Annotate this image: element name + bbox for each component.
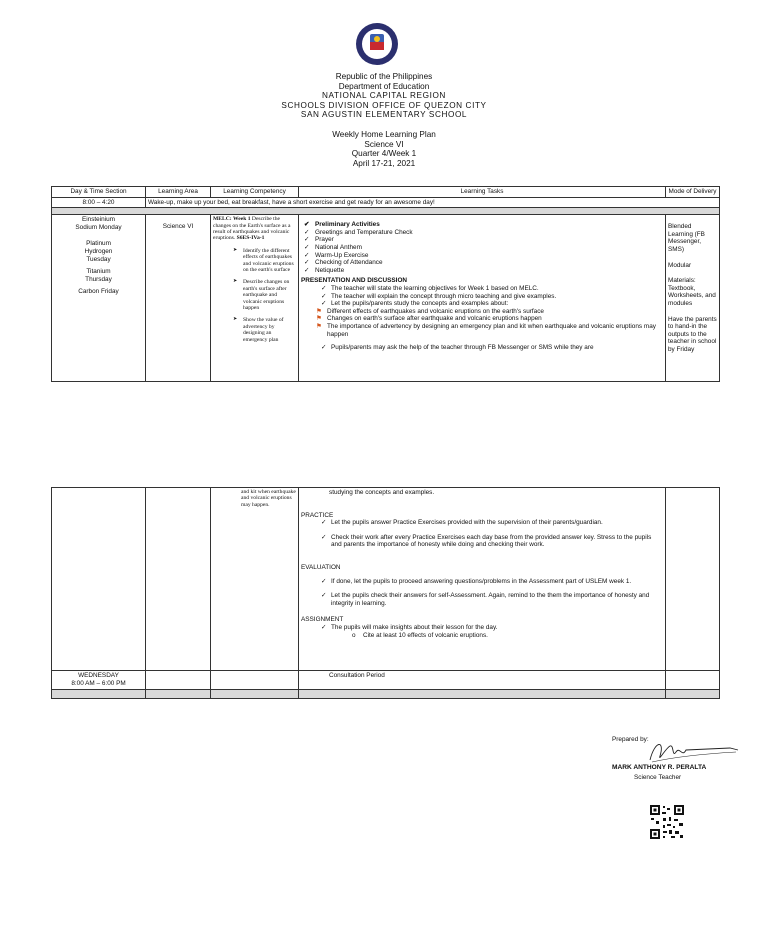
help-cont: studying the concepts and examples.: [329, 489, 435, 496]
list-item: ✓ Pupils/parents may ask the help of the teacher through FB Messenger or SMS while they are: [321, 344, 594, 352]
deped-seal-logo: [355, 22, 399, 66]
time-row: [52, 197, 720, 208]
header-line: SAN AGUSTIN ELEMENTARY SCHOOL: [300, 110, 468, 120]
assignment-title: ASSIGNMENT: [301, 616, 344, 624]
plan-quarter: Quarter 4/Week 1: [351, 149, 417, 159]
plan-subject: Science VI: [364, 139, 404, 149]
wednesday-time: 8:00 AM – 6:00 PM: [71, 679, 126, 687]
presentation-sub-list: [301, 308, 663, 338]
consultation-text: Consultation Period: [329, 672, 385, 679]
list-item: ✓ National Anthem: [304, 243, 362, 251]
list-item: ✓ Warm-Up Exercise: [304, 251, 369, 259]
mode-blended: Blended Learning (FB Messenger, SMS): [668, 223, 705, 253]
list-item: ✓ If done, let the pupils to proceed answering questions/problems in the Assessment part of USLEM week 1.: [321, 577, 632, 585]
flag-icon: ⚑: [316, 322, 322, 330]
list-item: ✓ Let the pupils answer Practice Exercises provided with the supervision of their parents/guardian.: [321, 519, 603, 527]
mode-modular: Modular: [668, 261, 692, 269]
document-header: [0, 72, 768, 168]
mode-delivery-cell: [666, 215, 720, 382]
practice-list: [301, 519, 663, 549]
list-item: ✓ Check their work after every Practice Exercises each day base from the provided answer key. Stress to the pupils and parents the importance of honesty while doing and checking their work.: [321, 533, 652, 549]
wake-up-cell: Wake-up, make up your bed, eat breakfast, have a short exercise and get ready for an awesome day!: [146, 197, 720, 208]
mode-hand-in: Have the parents to hand-in the outputs to the teacher in school by Friday: [668, 315, 717, 353]
section-thursday: Titanium Thursday: [85, 268, 112, 283]
melc-text: Describe the changes on the Earth's surface as a result of earthquakes and volcanic eruptions.: [213, 216, 291, 242]
section-monday: Einsteinium Sodium Monday: [75, 216, 122, 231]
competency-list: [213, 248, 296, 343]
presentation-list: [301, 285, 663, 308]
section-tuesday: Platinum Hydrogen Tuesday: [84, 240, 113, 263]
wednesday-cell: [52, 671, 146, 690]
learning-area-cell: Science VI: [146, 215, 211, 382]
col-learning-competency: Learning Competency: [211, 187, 299, 198]
presentation-title: PRESENTATION AND DISCUSSION: [301, 277, 408, 285]
sections-cell: [52, 215, 146, 382]
header-line: Republic of the Philippines: [335, 72, 433, 81]
col-mode-delivery: Mode of Delivery: [666, 187, 720, 198]
mode-materials: Materials: Textbook, Worksheets, and modules: [668, 277, 716, 307]
list-item: o Cite at least 10 effects of volcanic eruptions.: [352, 631, 488, 639]
list-item: ✓ Let the pupils/parents study the concepts and examples about:: [321, 300, 509, 308]
flag-icon: ⚑: [316, 307, 322, 315]
main-row: [52, 215, 720, 382]
qr-code-icon: [649, 804, 685, 840]
header-line: SCHOOLS DIVISION OFFICE OF QUEZON CITY: [281, 100, 487, 110]
preliminary-list: [301, 221, 663, 274]
competency-cont: and kit when earthquake and volcanic eruptions may happen.: [241, 489, 296, 508]
col-learning-area: Learning Area: [146, 187, 211, 198]
prepared-by-label: Prepared by:: [612, 736, 649, 743]
melc-code: S6ES-IVa-1: [236, 235, 265, 242]
header-line: NATIONAL CAPITAL REGION: [322, 91, 446, 101]
list-item: ✓ The teacher will explain the concept through micro teaching and give examples.: [321, 292, 557, 300]
practice-title: PRACTICE: [301, 511, 334, 519]
plan-date: April 17-21, 2021: [352, 158, 416, 168]
evaluation-title: EVALUATION: [301, 563, 341, 571]
list-item: ⚑ Changes on earth's surface after earthquake and volcanic eruptions happen: [316, 315, 542, 323]
list-item: ➤ Show the value of advertency by designing an emergency plan: [233, 317, 284, 343]
list-item: ✓ The pupils will make insights about their lesson for the day.: [321, 623, 498, 631]
col-learning-tasks: Learning Tasks: [299, 187, 666, 198]
competency-cell: [211, 215, 299, 382]
list-item: ⚑ The importance of advertency by designing an emergency plan and kit when earthquake and volcanic eruptions may happen: [316, 322, 656, 338]
list-item: ➤ Describe changes on earth's surface after earthquake and volcanic eruptions happen: [233, 279, 290, 312]
learning-plan-table-page2: [51, 487, 720, 699]
learning-tasks-cont-cell: [299, 488, 666, 671]
teacher-name: MARK ANTHONY R. PERALTA: [612, 764, 707, 771]
assignment-sub-list: [301, 632, 663, 640]
list-item: ✔ Preliminary Activities: [304, 221, 380, 229]
col-day-time: Day & Time Section: [52, 187, 146, 198]
header-line: Department of Education: [338, 81, 430, 91]
consultation-cell: [299, 671, 666, 690]
competency-cont-cell: [211, 488, 299, 671]
learning-plan-table-page1: [51, 186, 720, 382]
plan-title: Weekly Home Learning Plan: [332, 129, 436, 139]
evaluation-list: [301, 578, 663, 608]
list-item: ✓ Netiquette: [304, 266, 345, 274]
list-item: ✓ Let the pupils check their answers for self-Assessment. Again, remind to the them the importance of honesty and integrity in learning.: [321, 592, 650, 607]
list-item: ✓ Checking of Attendance: [304, 259, 383, 267]
continuation-row: [52, 488, 720, 671]
list-item: ✓ Greetings and Temperature Check: [304, 228, 413, 236]
list-item: ✓ Prayer: [304, 236, 334, 244]
list-item: ➤ Identify the different effects of earthquakes and volcanic eruptions on the earth's surface: [233, 247, 294, 274]
time-cell: 8:00 – 4:20: [52, 197, 146, 208]
table-header-row: [52, 187, 720, 198]
melc-block: [213, 216, 296, 242]
assignment-list: [301, 624, 663, 632]
wednesday-day: WEDNESDAY: [78, 672, 119, 679]
list-item: ✓ The teacher will state the learning objectives for Week 1 based on MELC.: [321, 284, 539, 292]
flag-icon: ⚑: [316, 315, 322, 323]
wednesday-row: [52, 671, 720, 690]
learning-tasks-cell: [299, 215, 666, 382]
list-item: ⚑ Different effects of earthquakes and volcanic eruptions on the earth's surface: [316, 307, 544, 315]
teacher-role: Science Teacher: [634, 774, 682, 781]
melc-label: MELC: Week 1: [213, 216, 251, 223]
section-friday: Carbon Friday: [78, 288, 119, 296]
help-list: [301, 344, 663, 352]
